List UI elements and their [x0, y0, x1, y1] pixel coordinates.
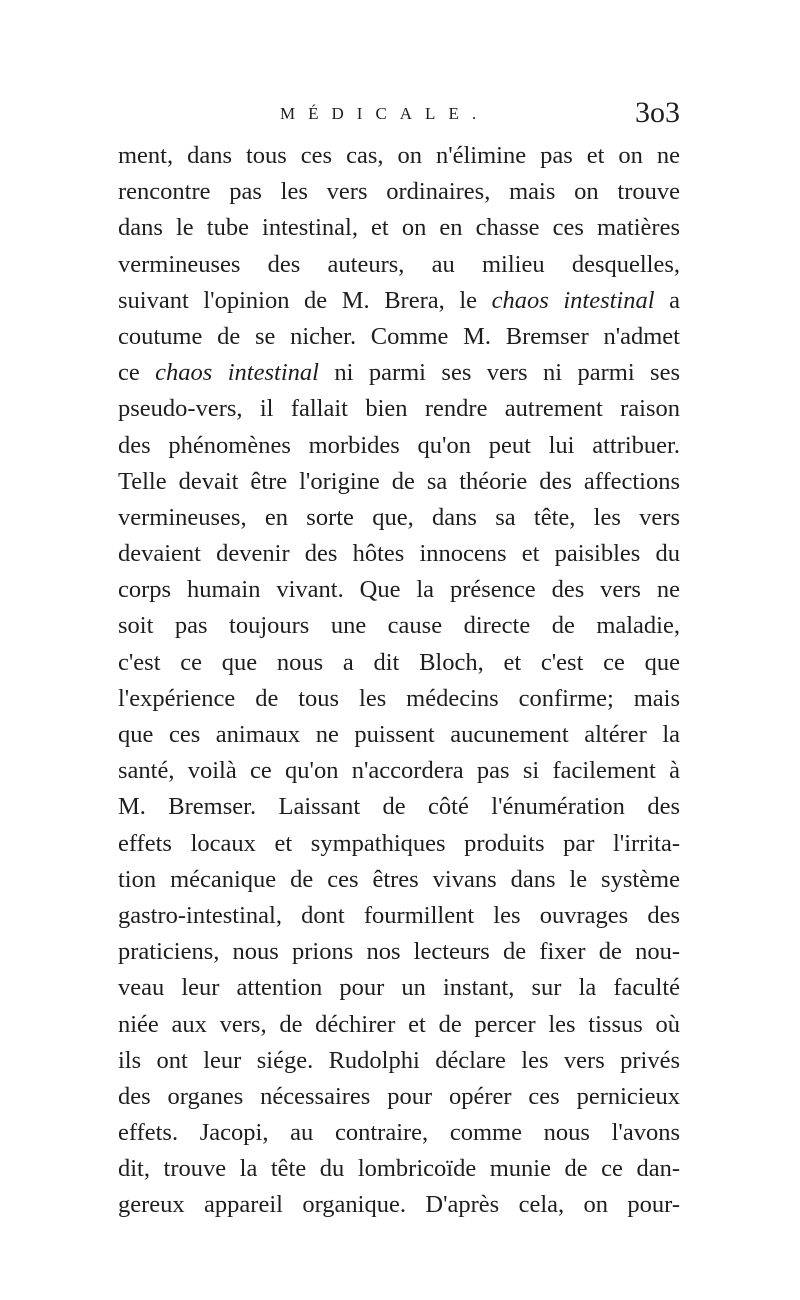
text-segment: corps humain vivant. Que la présence des vers ne [118, 576, 680, 604]
text-line [118, 138, 680, 174]
text-segment: soit pas toujours une cause directe de maladie, [118, 612, 680, 640]
page-number: 3o3 [635, 96, 680, 129]
text-line [118, 500, 680, 536]
text-line [118, 934, 680, 970]
text-segment: des organes nécessaires pour opérer ces pernicieux [118, 1082, 680, 1110]
text-line [118, 464, 680, 500]
text-segment: que ces animaux ne puissent aucunement altérer la [118, 721, 680, 748]
text-line [118, 1043, 680, 1079]
text-segment: c'est ce que nous a dit Bloch, et c'est ce que [118, 648, 680, 676]
text-segment: gereux appareil organique. D'après cela, on pour- [118, 1191, 680, 1219]
text-line [118, 1151, 680, 1187]
text-line [118, 1079, 680, 1115]
text-line [118, 391, 680, 427]
text-segment: l'expérience de tous les médecins confirme; mais [118, 684, 680, 712]
text-line [118, 174, 680, 210]
text-line [118, 717, 680, 753]
running-title: MÉDICALE. [280, 104, 490, 123]
text-line [118, 428, 680, 464]
text-line [118, 283, 680, 319]
text-segment: a [654, 286, 680, 314]
text-line [118, 536, 680, 572]
text-segment: Telle devait être l'origine de sa théorie des affections [118, 467, 680, 495]
text-segment: effets locaux et sympathiques produits par l'irrita- [118, 829, 680, 857]
text-line [118, 608, 680, 644]
text-line [118, 210, 680, 246]
text-line [118, 970, 680, 1006]
text-segment: effets. Jacopi, au contraire, comme nous l'avons [118, 1119, 680, 1147]
text-line [118, 355, 680, 391]
text-segment: praticiens, nous prions nos lecteurs de fixer de nou- [118, 938, 680, 966]
text-segment: dans le tube intestinal, et on en chasse ces matières [118, 214, 680, 242]
text-line [118, 753, 680, 789]
text-segment: rencontre pas les vers ordinaires, mais on trouve [118, 178, 680, 206]
text-segment: ils ont leur siége. Rudolphi déclare les vers privés [118, 1046, 680, 1074]
text-segment: devaient devenir des hôtes innocens et paisibles du [118, 540, 680, 568]
text-line [118, 862, 680, 898]
text-segment: ce [118, 359, 156, 387]
text-line [118, 681, 680, 717]
text-segment: vermineuses, en sorte que, dans sa tête, les vers [118, 503, 680, 531]
text-line [118, 1187, 680, 1223]
text-segment: dit, trouve la tête du lombricoïde munie de ce dan- [118, 1155, 680, 1183]
text-line [118, 572, 680, 608]
text-segment: vermineuses des auteurs, au milieu desquelles, [118, 250, 680, 278]
text-segment: ni parmi ses vers ni parmi ses [318, 359, 680, 387]
text-line [118, 1115, 680, 1151]
running-head [118, 96, 680, 140]
text-line [118, 319, 680, 355]
text-segment: niée aux vers, de déchirer et de percer les tissus où [118, 1010, 680, 1038]
text-segment: coutume de se nicher. Comme M. Bremser n'admet [118, 322, 680, 350]
text-line [118, 645, 680, 681]
text-segment: ment, dans tous ces cas, on n'élimine pas et on ne [118, 142, 680, 169]
body-text [118, 138, 680, 1224]
text-line [118, 898, 680, 934]
text-segment: M. Bremser. Laissant de côté l'énumération des [118, 793, 680, 821]
text-segment: santé, voilà ce qu'on n'accordera pas si facilement à [118, 757, 680, 785]
text-line [118, 1007, 680, 1043]
text-line [118, 789, 680, 825]
text-line [118, 826, 680, 862]
text-segment: pseudo-vers, il fallait bien rendre autrement raison [118, 395, 680, 423]
text-line [118, 247, 680, 283]
italic-term: chaos intestinal [491, 286, 655, 314]
text-segment: des phénomènes morbides qu'on peut lui attribuer. [118, 431, 680, 459]
italic-term: chaos intestinal [155, 359, 319, 387]
text-segment: tion mécanique de ces êtres vivans dans le système [118, 865, 680, 893]
text-segment: suivant l'opinion de M. Brera, le [118, 286, 492, 314]
text-segment: veau leur attention pour un instant, sur la faculté [118, 974, 680, 1002]
text-segment: gastro-intestinal, dont fourmillent les ouvrages des [118, 901, 680, 929]
